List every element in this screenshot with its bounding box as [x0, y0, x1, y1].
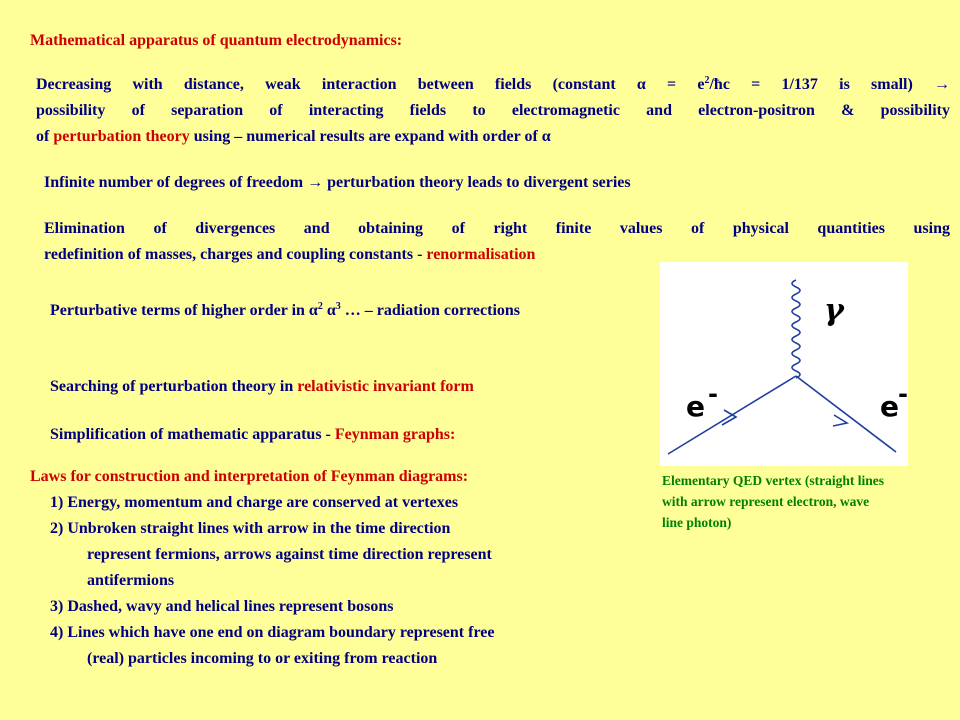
paragraph-coupling-constant: Decreasing with distance, weak interaction between fields (constant $\alpha = e^2/ħc = 1/137$ is small) → possibility of separation of interacting fields to electromagnetic and electron-positron & possibility of perturbation theory using – numerical results are expand with order of α — [36, 75, 951, 145]
feynman-laws-list — [30, 464, 650, 672]
law-item-3: 3) Dashed, wavy and helical lines represent bosons — [50, 598, 394, 615]
photon-wave-line — [792, 280, 800, 378]
relativistic-invariant-term: relativistic invariant form — [297, 378, 474, 395]
laws-heading: Laws for construction and interpretation of Feynman diagrams: — [30, 468, 469, 485]
paragraph-renormalisation: Elimination of divergences and obtaining of right finite values of physical quantities using redefinition of masses, charges and coupling constants - renormalisation — [44, 220, 950, 263]
paragraph-relativistic-form: Searching of perturbation theory in relativistic invariant form — [50, 378, 474, 395]
law-item-1: 1) Energy, momentum and charge are conserved at vertexes — [50, 494, 459, 511]
photon-label: γ — [824, 293, 844, 328]
paragraph-feynman-graphs: Simplification of mathematic apparatus - Feynman graphs: — [50, 426, 456, 443]
electron-right-charge: - — [898, 380, 908, 408]
page-title: Mathematical apparatus of quantum electrodynamics: — [30, 32, 403, 49]
feynman-vertex-diagram — [660, 262, 908, 466]
perturbation-theory-term: perturbation theory — [53, 128, 190, 145]
paragraph-radiation-corrections: Perturbative terms of higher order in $\alpha^2$ $\alpha^3$ … – radiation corrections — [50, 301, 521, 319]
law-item-2-cont2: antifermions — [87, 572, 175, 589]
law-item-2-cont: represent fermions, arrows against time direction represent — [87, 546, 492, 563]
renormalisation-term: renormalisation — [426, 246, 536, 263]
law-item-4: 4) Lines which have one end on diagram boundary represent free — [50, 624, 495, 641]
electron-right-label: e — [880, 390, 899, 423]
feynman-vertex-svg — [660, 262, 908, 466]
diagram-caption: Elementary QED vertex (straight lines with arrow represent electron, wave line photon) — [662, 473, 884, 530]
electron-left-charge: - — [708, 380, 718, 408]
law-item-2: 2) Unbroken straight lines with arrow in the time direction — [50, 520, 451, 537]
outgoing-arrow-head — [833, 415, 847, 426]
feynman-graphs-term: Feynman graphs: — [334, 426, 456, 443]
paragraph-divergent-series: Infinite number of degrees of freedom → perturbation theory leads to divergent series — [44, 174, 631, 191]
electron-left-label: e — [686, 390, 705, 423]
law-item-4-cont: (real) particles incoming to or exiting from reaction — [87, 650, 438, 667]
